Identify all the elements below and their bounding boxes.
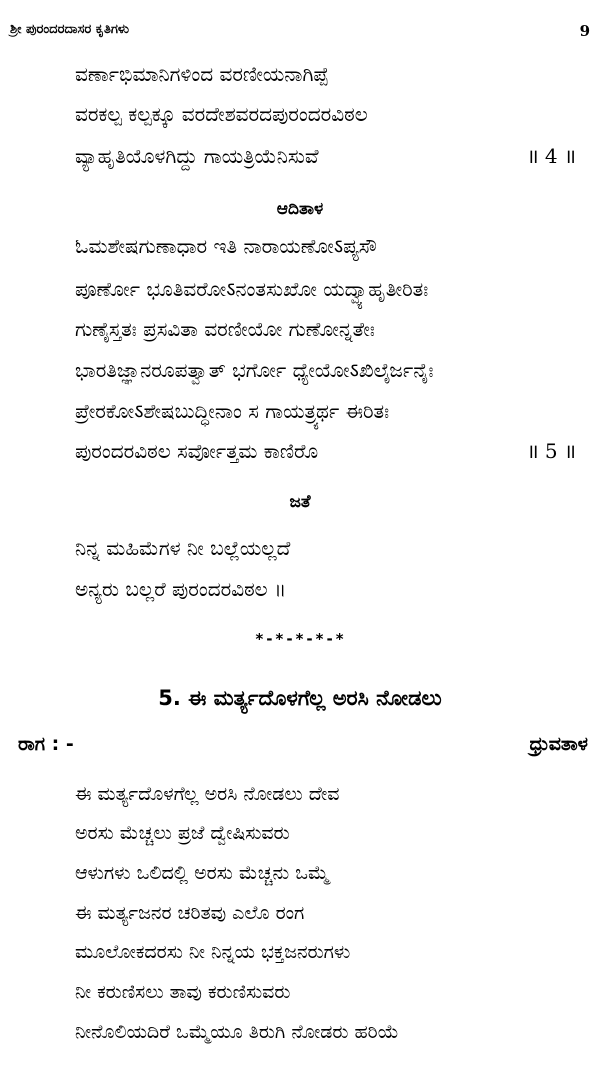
verse-line: ವರಕಲ್ಪ ಕಲ್ಪಕ್ಕೂ ವರದೇಶವರದಪುರಂದರವಿಠಲ (75, 102, 368, 126)
verse-line: ವ್ಯಾಹೃತಿಯೊಳಗಿದ್ದು ಗಾಯತ್ರಿಯೆನಿಸುವೆ (75, 144, 319, 168)
song-line: ಮೂಲೋಕದರಸು ನೀ ನಿನ್ನಯ ಭಕ್ತಜನರುಗಳು (75, 941, 351, 963)
stanza-number-5: ॥ 5 ॥ (526, 439, 576, 463)
section-title-aditala: ಆದಿತಾಳ (276, 199, 324, 219)
song-line: ಈ ಮರ್ತ್ಯದೊಳಗೆಲ್ಲ ಅರಸಿ ನೋಡಲು ದೇವ (75, 783, 340, 805)
verse-line: ಪುರಂದರವಿಠಲ ಸರ್ವೋತ್ತಮ ಕಾಣಿರೊ (75, 439, 319, 463)
stanza-number-4: ॥ 4 ॥ (526, 144, 576, 168)
song-line: ನೀನೊಲಿಯದಿರೆ ಒಮ್ಮೆಯೂ ತಿರುಗಿ ನೋಡರು ಹರಿಯೆ (75, 1021, 399, 1043)
song-line: ನೀ ಕರುಣಿಸಲು ತಾವು ಕರುಣಿಸುವರು (75, 981, 291, 1003)
song-line: ಆಳುಗಳು ಒಲಿದಲ್ಲಿ ಅರಸು ಮೆಚ್ಚನು ಒಮ್ಮೆ (75, 862, 330, 884)
verse-line: ಓಮಶೇಷಗುಣಾಧಾರ ಇತಿ ನಾರಾಯಣೋऽಪ್ಯಸೌ (75, 234, 377, 258)
page-header (10, 22, 590, 46)
verse-line: ವರ್ಣಾಭಿಮಾನಿಗಳಿಂದ ವರಣೀಯನಾಗಿಪ್ಪೆ (75, 62, 329, 86)
song-line: ಈ ಮರ್ತ್ಯಜನರ ಚರಿತವು ಎಲೊ ರಂಗ (75, 902, 305, 924)
verse-line: ಅನ್ಯರು ಬಲ್ಲರೆ ಪುರಂದರವಿಠಲ ॥ (75, 577, 287, 601)
section-separator: *-*-*-*-* (254, 630, 346, 648)
verse-line: ಪೂರ್ಣೋ ಭೂತಿವರೋऽನಂತಸುಖೋ ಯದ್ವ್ಯಾಹೃತೀರಿತಃ (75, 277, 429, 301)
running-title: ಶ್ರೀ ಪುರಂದರದಾಸರ ಕೃತಿಗಳು (10, 22, 130, 37)
verse-line: ನಿನ್ನ ಮಹಿಮೆಗಳ ನೀ ಬಲ್ಲೆಯಲ್ಲದೆ (75, 536, 291, 560)
raga-tala-row (18, 733, 588, 763)
tala-label: ಧ್ರುವತಾಳ (529, 733, 588, 755)
page-number: 9 (579, 22, 590, 40)
verse-line: ಗುಣೈಸ್ತತಃ ಪ್ರಸವಿತಾ ವರಣೀಯೋ ಗುಣೋನ್ನತೇಃ (75, 317, 375, 341)
verse-line: ಭಾರತಿಜ್ಞಾನರೂಪತ್ವಾತ್ ಭರ್ಗೋ ಧ್ಯೇಯೋऽಖಿಲೈರ್ಜನೈಃ (75, 358, 434, 382)
raga-label: ರಾಗ : - (18, 733, 74, 755)
verse-line: ಪ್ರೇರಕೋऽಶೇಷಬುದ್ಧೀನಾಂ ಸ ಗಾಯತ್ರ್ಯರ್ಥ ಈರಿತಃ (75, 399, 390, 423)
song-title: 5. ಈ ಮರ್ತ್ಯದೊಳಗೆಲ್ಲ ಅರಸಿ ನೋಡಲು (158, 686, 442, 710)
section-title-jate: ಜತೆ (289, 492, 311, 512)
song-line: ಅರಸು ಮೆಚ್ಚಲು ಪ್ರಜೆ ದ್ವೇಷಿಸುವರು (75, 822, 290, 844)
